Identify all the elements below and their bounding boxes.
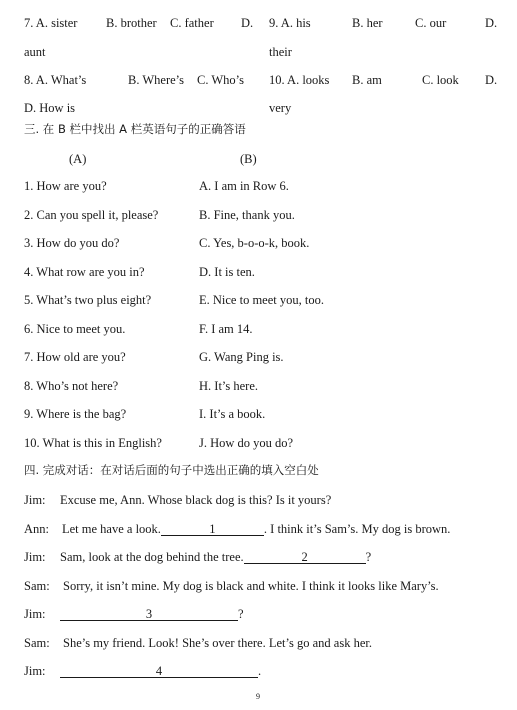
q8-option-d: D. How is [24, 101, 76, 115]
match-item-b: F. I am 14. [199, 322, 253, 336]
q7-option-c: C. father [170, 16, 214, 30]
q9-option-a: 9. A. his [269, 16, 311, 30]
q7-option-b: B. brother [106, 16, 157, 30]
match-item-b: B. Fine, thank you. [199, 208, 295, 222]
column-b-header: (B) [240, 152, 257, 166]
dialogue-line [24, 550, 372, 564]
dialogue-line [24, 607, 244, 621]
dialogue-line [24, 579, 439, 593]
match-item-a: 3. How do you do? [24, 236, 120, 250]
q10-option-a: 10. A. looks [269, 73, 330, 87]
match-item-b: G. Wang Ping is. [199, 350, 284, 364]
q10-option-b: B. am [352, 73, 382, 87]
match-item-b: H. It’s here. [199, 379, 259, 393]
dialogue-text-with-blank: 4 . [60, 664, 261, 678]
match-item-b: A. I am in Row 6. [199, 179, 289, 193]
speaker-label: Jim: [24, 607, 46, 621]
q9-option-d-text: their [269, 45, 292, 59]
q9-option-d: D. [485, 16, 498, 30]
dialogue-text-with-blank: Sam, look at the dog behind the tree. 2 ? [60, 550, 372, 564]
blank-2[interactable]: 2 [244, 550, 366, 564]
speaker-label: Sam: [24, 636, 50, 650]
match-item-b: J. How do you do? [199, 436, 294, 450]
match-item-a: 1. How are you? [24, 179, 107, 193]
match-item-a: 6. Nice to meet you. [24, 322, 126, 336]
q8-option-a: 8. A. What’s [24, 73, 87, 87]
section-4-title: 四. 完成对话：在对话后面的句子中选出正确的填入空白处 [24, 463, 319, 477]
q10-option-c: C. look [422, 73, 459, 87]
dialogue-text: Sorry, it isn’t mine. My dog is black and white. I think it looks like Mary’s. [63, 579, 439, 593]
dialogue-text: She’s my friend. Look! She’s over there. Let’s go and ask her. [63, 636, 372, 650]
q10-option-d: D. [485, 73, 498, 87]
q7-option-d-text: aunt [24, 45, 46, 59]
section-3-title: 三. 在 B 栏中找出 A 栏英语句子的正确答语 [24, 122, 246, 136]
q9-option-c: C. our [415, 16, 447, 30]
page-number: 9 [256, 692, 260, 701]
match-item-a: 10. What is this in English? [24, 436, 162, 450]
speaker-label: Jim: [24, 493, 46, 507]
q7-option-d: D. [241, 16, 254, 30]
dialogue-text: Excuse me, Ann. Whose black dog is this? Is it yours? [60, 493, 332, 507]
match-item-b: D. It is ten. [199, 265, 255, 279]
blank-4[interactable]: 4 [60, 664, 258, 678]
dialogue-line [24, 522, 451, 536]
dialogue-line [24, 493, 332, 507]
match-item-a: 4. What row are you in? [24, 265, 145, 279]
speaker-label: Jim: [24, 664, 46, 678]
match-item-b: C. Yes, b-o-o-k, book. [199, 236, 310, 250]
speaker-label: Jim: [24, 550, 46, 564]
match-item-a: 5. What’s two plus eight? [24, 293, 152, 307]
speaker-label: Sam: [24, 579, 50, 593]
blank-3[interactable]: 3 [60, 607, 238, 621]
blank-1[interactable]: 1 [161, 522, 264, 536]
match-item-a: 2. Can you spell it, please? [24, 208, 159, 222]
q8-option-c: C. Who’s [197, 73, 244, 87]
match-item-b: I. It’s a book. [199, 407, 266, 421]
match-item-a: 9. Where is the bag? [24, 407, 127, 421]
match-item-a: 7. How old are you? [24, 350, 126, 364]
column-a-header: (A) [69, 152, 87, 166]
speaker-label: Ann: [24, 522, 49, 536]
dialogue-text-with-blank: Let me have a look. 1 . I think it’s Sam’s. My dog is brown. [62, 522, 451, 536]
match-item-b: E. Nice to meet you, too. [199, 293, 324, 307]
dialogue-text-with-blank: 3 ? [60, 607, 244, 621]
match-item-a: 8. Who’s not here? [24, 379, 119, 393]
q8-option-b: B. Where’s [128, 73, 185, 87]
q10-option-d-text: very [269, 101, 292, 115]
q9-option-b: B. her [352, 16, 383, 30]
q7-option-a: 7. A. sister [24, 16, 78, 30]
dialogue-line [24, 636, 372, 650]
dialogue-line [24, 664, 262, 678]
